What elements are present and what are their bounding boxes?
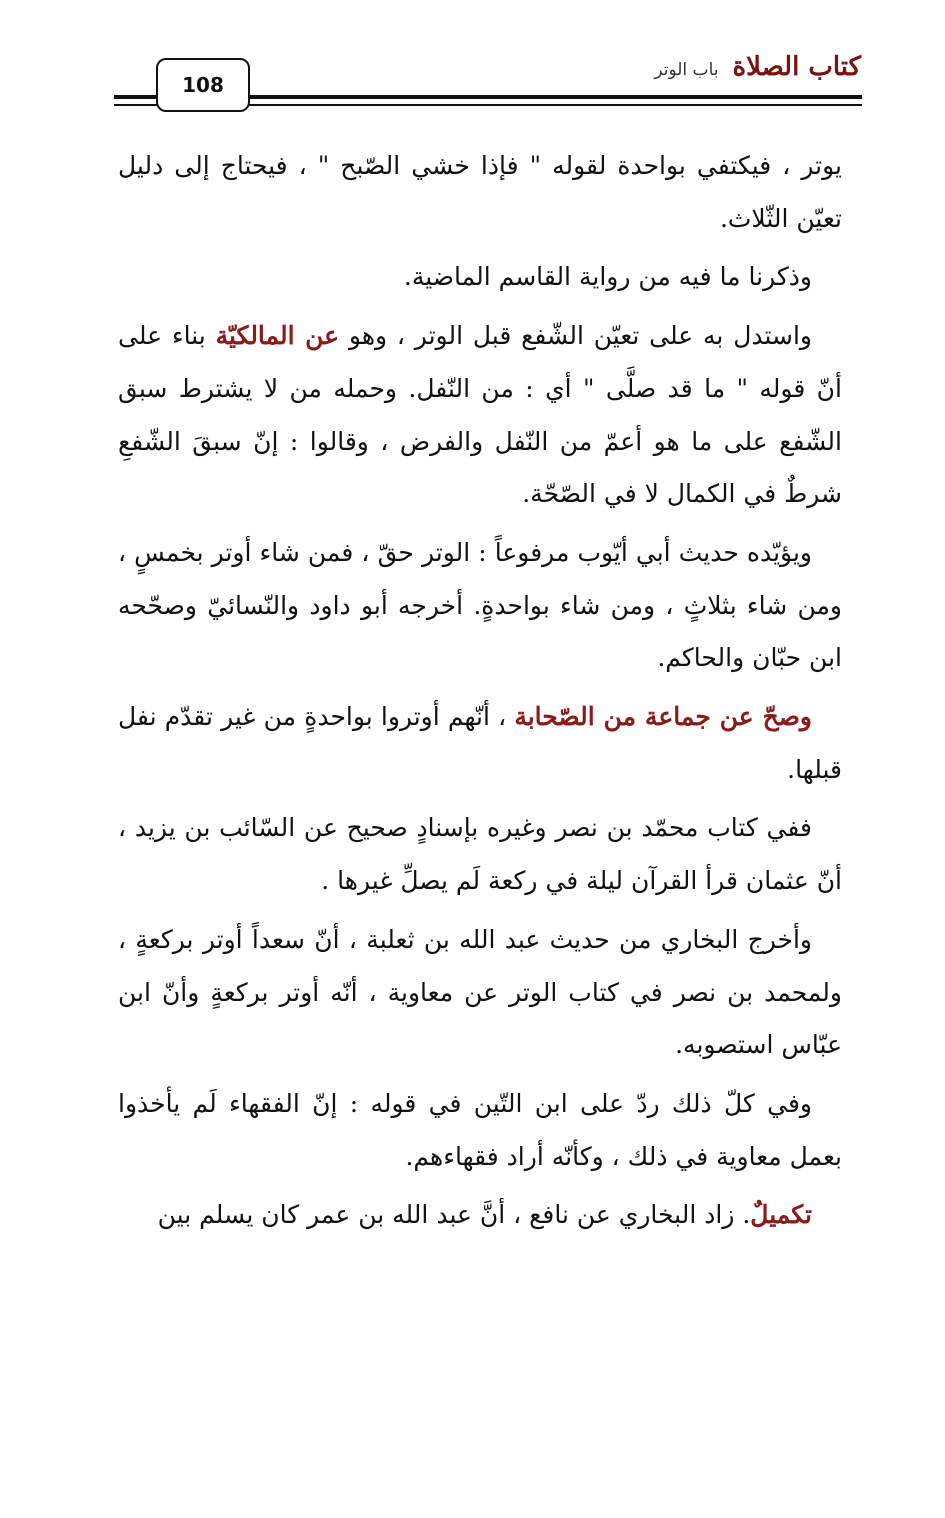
page-header [0,0,945,130]
highlighted-text: عن المالكيّة [215,321,340,351]
body-text: بناء على أنّ قوله " ما قد صلَّى " أي : من النّفل. وحمله من لا يشترط سبق الشّفع على ما هو أعمّ من النّفل والفرض ، وقالوا : إنّ سبقَ الشّفعِ شرطٌ في الكمال لا في الصّحّة. [118,321,842,509]
page-body [118,140,842,1248]
body-text: وأخرج البخاري من حديث عبد الله بن ثعلبة ، أنّ سعداً أوتر بركعةٍ ، ولمحمد بن نصر في كتاب الوتر عن معاوية ، أنّه أوتر بركعةٍ وأنّ ابن عبّاس استصوبه. [118,924,842,1060]
paragraph-p4 [118,527,842,685]
body-text: ويؤيّده حديث أبي أيّوب مرفوعاً : الوتر حقّ ، فمن شاء أوتر بخمسٍ ، ومن شاء بثلاثٍ ، ومن شاء بواحدةٍ. أخرجه أبو داود والنّسائيّ وصحّحه ابن حبّان والحاكم. [118,537,842,673]
paragraph-p5 [118,691,842,796]
paragraph-p3 [118,310,842,521]
body-text: ففي كتاب محمّد بن نصر وغيره بإسنادٍ صحيح عن السّائب بن يزيد ، أنّ عثمان قرأ القرآن ليلة في ركعة لَم يصلِّ غيرها . [118,813,842,896]
highlighted-text: تكميلٌ [750,1200,812,1230]
paragraph-p6 [118,802,842,907]
body-text: . زاد البخاري عن نافع ، أنَّ عبد الله بن عمر كان يسلم بين [157,1200,751,1230]
body-text: واستدل به على تعيّن الشّفع قبل الوتر ، وهو [339,321,812,351]
paragraph-p1 [118,140,842,245]
paragraph-p8 [118,1078,842,1183]
body-text: يوتر ، فيكتفي بواحدة لقوله " فإذا خشي الصّبح " ، فيحتاج إلى دليل تعيّن الثّلاث. [118,151,842,233]
header-titles [654,52,861,82]
paragraph-p7 [118,914,842,1072]
highlighted-text: وصحّ عن جماعة من الصّحابة [514,702,813,732]
body-text: وفي كلّ ذلك ردّ على ابن التّين في قوله : إنّ الفقهاء لَم يأخذوا بعمل معاوية في ذلك ، وكأنّه أراد فقهاءهم. [118,1088,842,1171]
paragraph-p9 [118,1189,842,1242]
paragraph-p2 [118,251,842,304]
body-text: وذكرنا ما فيه من رواية القاسم الماضية. [403,262,812,292]
body-text: ، أنّهم أوتروا بواحدةٍ من غير تقدّم نفل قبلها. [118,702,842,784]
chapter-title: باب الوتر [654,60,719,80]
page-number: 108 [182,73,224,97]
book-title: كتاب الصلاة [732,52,861,82]
page-number-box [156,58,250,112]
